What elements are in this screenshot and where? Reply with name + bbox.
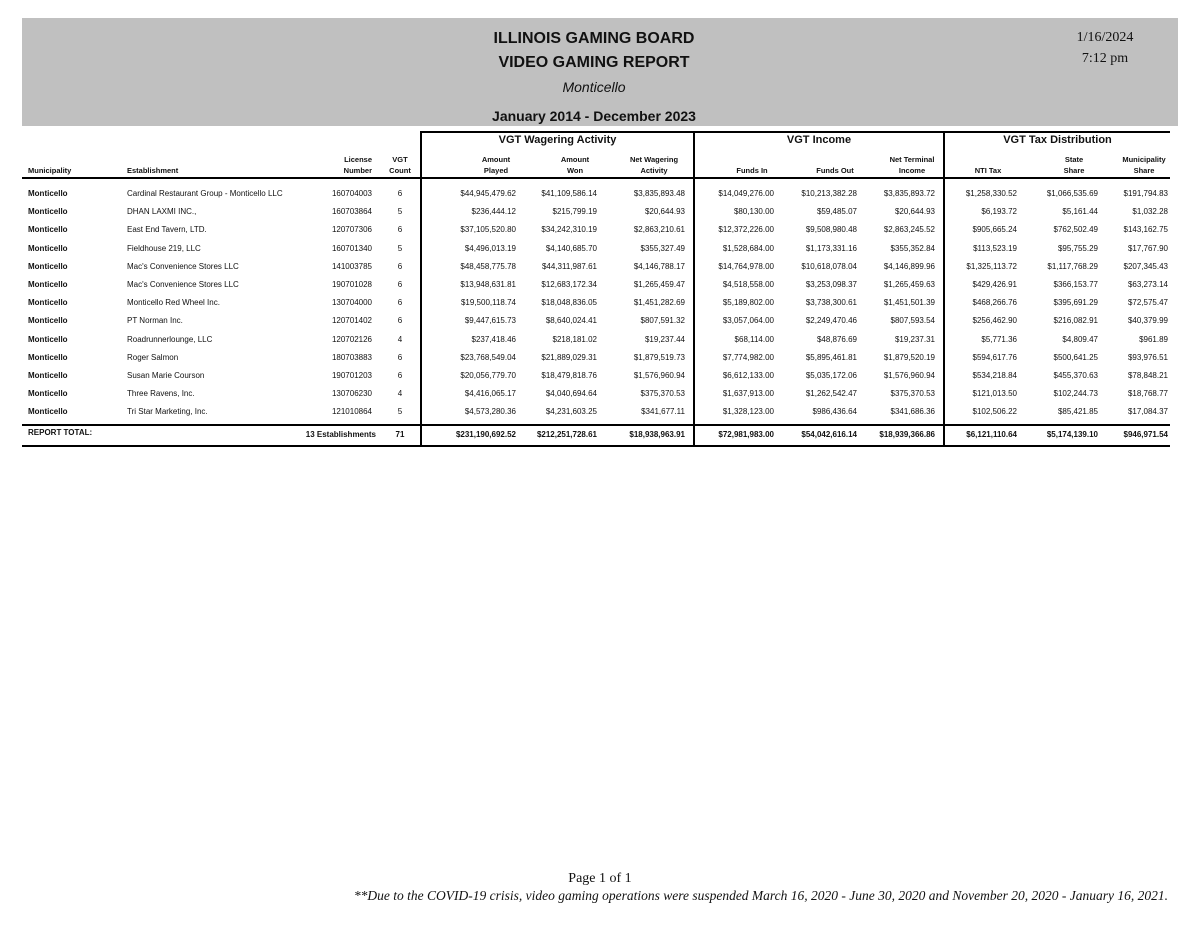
table-row [0, 407, 1200, 425]
cell-nti-tax: $6,193.72 [981, 207, 1017, 217]
cell-net-wagering: $1,576,960.94 [633, 371, 685, 380]
group-top-rule [420, 131, 1170, 133]
group-wagering-heading: VGT Wagering Activity [498, 134, 617, 146]
table-row [0, 389, 1200, 407]
cell-net-terminal-income: $1,265,459.63 [883, 280, 935, 289]
cell-establishment: Mac's Convenience Stores LLC [127, 280, 239, 289]
cell-municipality: Monticello [28, 316, 68, 326]
group-income-heading: VGT Income [786, 134, 852, 146]
col-netwag-line2: Activity [640, 166, 668, 175]
cell-net-terminal-income: $1,576,960.94 [883, 371, 935, 380]
col-vgt-line1: VGT [392, 155, 408, 164]
cell-amount-played: $236,444.12 [471, 207, 516, 217]
cell-net-wagering: $1,265,459.47 [633, 280, 685, 289]
cell-net-wagering: $1,879,519.73 [633, 352, 685, 362]
cell-license: 180703883 [331, 352, 372, 362]
cell-funds-out: $1,173,331.16 [805, 243, 857, 253]
cell-net-terminal-income: $375,370.53 [890, 389, 935, 399]
total-played: $231,190,692.52 [455, 430, 516, 439]
cell-amount-won: $34,242,310.19 [541, 225, 597, 235]
cell-establishment: Roger Salmon [127, 352, 179, 362]
cell-amount-played: $4,496,013.19 [464, 243, 516, 253]
table-row [0, 353, 1200, 371]
col-license-line2: Number [343, 166, 372, 175]
cell-amount-won: $44,311,987.61 [541, 261, 597, 271]
col-net-wagering [618, 154, 690, 176]
cell-amount-played: $19,500,118.74 [460, 298, 516, 308]
cell-license: 130704000 [331, 298, 372, 308]
cell-amount-played: $44,945,479.62 [460, 189, 516, 198]
cell-state-share: $216,082.91 [1053, 316, 1098, 326]
cell-license: 120707306 [331, 225, 372, 235]
cell-amount-won: $18,479,818.76 [541, 371, 597, 380]
cell-vgt-count: 4 [397, 334, 403, 344]
cell-funds-in: $14,764,978.00 [718, 261, 774, 271]
col-license-line1: License [344, 155, 372, 164]
cell-municipality: Monticello [28, 280, 68, 289]
page-number: Page 1 of 1 [568, 871, 632, 886]
cell-license: 160701340 [331, 243, 372, 253]
cell-net-terminal-income: $1,451,501.39 [883, 298, 935, 308]
cell-municipality-share: $72,575.47 [1127, 298, 1168, 308]
cell-vgt-count: 6 [397, 371, 403, 380]
col-state-line1: State [1064, 155, 1084, 164]
cell-nti-tax: $102,506.22 [972, 407, 1017, 417]
cell-net-terminal-income: $2,863,245.52 [883, 225, 935, 235]
covid-note: **Due to the COVID-19 crisis, video gaming operations were suspended March 16, 2020 - June 30, 2020 and November 20, 2020 - January 16, 2021. [353, 888, 1168, 903]
cell-funds-out: $1,262,542.47 [805, 389, 857, 399]
cell-municipality-share: $78,848.21 [1127, 371, 1168, 380]
cell-net-wagering: $3,835,893.48 [633, 189, 685, 198]
cell-amount-won: $41,109,586.14 [541, 189, 597, 198]
cell-municipality: Monticello [28, 334, 68, 344]
cell-nti-tax: $1,325,113.72 [966, 261, 1017, 271]
cell-state-share: $102,244.73 [1053, 389, 1098, 399]
cell-net-terminal-income: $1,879,520.19 [883, 352, 935, 362]
cell-municipality-share: $18,768.77 [1127, 389, 1168, 399]
cell-amount-won: $218,181.02 [552, 334, 597, 344]
cell-state-share: $4,809.47 [1062, 334, 1098, 344]
cell-nti-tax: $905,665.24 [972, 225, 1017, 235]
cell-net-wagering: $1,451,282.69 [633, 298, 685, 308]
report-date: 1/16/2024 [1076, 30, 1134, 45]
cell-amount-won: $4,140,685.70 [545, 243, 597, 253]
cell-municipality: Monticello [28, 389, 68, 399]
cell-amount-played: $37,105,520.80 [460, 225, 516, 235]
cell-establishment: DHAN LAXMI INC., [127, 207, 197, 217]
cell-net-terminal-income: $20,644.93 [894, 207, 935, 217]
col-amount-played [466, 154, 526, 176]
cell-license: 160703864 [331, 207, 372, 217]
report-time: 7:12 pm [1081, 51, 1129, 66]
cell-municipality-share: $207,345.43 [1123, 261, 1168, 271]
cell-vgt-count: 4 [397, 389, 403, 399]
cell-municipality-share: $143,162.75 [1123, 225, 1168, 235]
table-row [0, 280, 1200, 298]
col-state-line2: Share [1063, 166, 1085, 175]
col-nti-line2: Income [898, 166, 926, 175]
cell-amount-played: $4,573,280.36 [464, 407, 516, 417]
cell-state-share: $5,161.44 [1062, 207, 1098, 217]
cell-funds-out: $5,035,172.06 [805, 371, 857, 380]
col-played-line1: Amount [481, 155, 511, 164]
col-muni-line2: Share [1133, 166, 1155, 175]
cell-state-share: $366,153.77 [1053, 280, 1098, 289]
table-row [0, 244, 1200, 262]
cell-municipality: Monticello [28, 207, 68, 217]
cell-municipality: Monticello [28, 261, 68, 271]
col-won-line2: Won [566, 166, 584, 175]
cell-funds-out: $3,253,098.37 [805, 280, 857, 289]
cell-vgt-count: 5 [397, 407, 403, 417]
col-netwag-line1: Net Wagering [629, 155, 679, 164]
table-row [0, 225, 1200, 243]
cell-municipality: Monticello [28, 371, 68, 380]
cell-municipality-share: $17,767.90 [1127, 243, 1168, 253]
cell-establishment: PT Norman Inc. [127, 316, 183, 326]
cell-amount-won: $8,640,024.41 [545, 316, 597, 326]
cell-net-terminal-income: $807,593.54 [890, 316, 935, 326]
table-row [0, 207, 1200, 225]
col-funds-out: Funds Out [816, 166, 854, 175]
cell-funds-out: $9,508,980.48 [805, 225, 857, 235]
cell-municipality-share: $961.89 [1139, 334, 1168, 344]
cell-establishment: Cardinal Restaurant Group - Monticello LLC [127, 189, 283, 198]
col-license [320, 154, 372, 176]
cell-funds-in: $5,189,802.00 [722, 298, 774, 308]
cell-net-wagering: $20,644.93 [644, 207, 685, 217]
cell-funds-in: $80,130.00 [733, 207, 774, 217]
cell-vgt-count: 6 [397, 225, 403, 235]
col-muni-line1: Municipality [1122, 155, 1166, 164]
cell-funds-out: $48,876.69 [816, 334, 857, 344]
total-vgt: 71 [395, 430, 405, 439]
total-state-share: $5,174,139.10 [1046, 430, 1098, 439]
cell-funds-in: $1,328,123.00 [722, 407, 774, 417]
cell-funds-out: $10,618,078.04 [801, 261, 857, 271]
total-top-rule [22, 424, 1170, 426]
col-vgt-count [384, 154, 416, 176]
cell-amount-played: $48,458,775.78 [460, 261, 516, 271]
cell-net-wagering: $2,863,210.61 [633, 225, 685, 235]
cell-state-share: $95,755.29 [1057, 243, 1098, 253]
cell-municipality: Monticello [28, 407, 68, 417]
cell-amount-won: $215,799.19 [552, 207, 597, 217]
table-row [0, 371, 1200, 389]
cell-funds-out: $2,249,470.46 [805, 316, 857, 326]
cell-municipality-share: $191,794.83 [1123, 189, 1168, 198]
cell-municipality: Monticello [28, 189, 68, 198]
cell-amount-played: $9,447,615.73 [464, 316, 516, 326]
cell-net-wagering: $807,591.32 [640, 316, 685, 326]
cell-establishment: Three Ravens, Inc. [127, 389, 195, 399]
report-municipality: Monticello [562, 79, 626, 95]
cell-state-share: $1,117,768.29 [1047, 261, 1098, 271]
cell-license: 190701028 [331, 280, 372, 289]
cell-state-share: $395,691.29 [1053, 298, 1098, 308]
cell-license: 130706230 [331, 389, 372, 399]
cell-funds-out: $5,895,461.81 [805, 352, 857, 362]
cell-vgt-count: 6 [397, 352, 403, 362]
cell-nti-tax: $534,218.84 [972, 371, 1017, 380]
report-total-row [0, 430, 1200, 444]
cell-vgt-count: 5 [397, 207, 403, 217]
cell-amount-played: $13,948,631.81 [460, 280, 516, 289]
cell-amount-won: $4,231,603.25 [545, 407, 597, 417]
total-nti-tax: $6,121,110.64 [966, 430, 1017, 439]
cell-amount-won: $18,048,836.05 [541, 298, 597, 308]
cell-state-share: $762,502.49 [1053, 225, 1098, 235]
cell-municipality: Monticello [28, 243, 68, 253]
cell-state-share: $455,370.63 [1053, 371, 1098, 380]
total-establishments: 13 Establishments [305, 430, 376, 439]
col-played-line2: Played [483, 166, 509, 175]
cell-establishment: Susan Marie Courson [127, 371, 205, 380]
total-funds-out: $54,042,616.14 [801, 430, 857, 439]
cell-funds-in: $1,528,684.00 [722, 243, 774, 253]
cell-nti-tax: $256,462.90 [972, 316, 1017, 326]
cell-establishment: Roadrunnerlounge, LLC [127, 334, 213, 344]
col-amount-won [545, 154, 605, 176]
cell-vgt-count: 6 [397, 280, 403, 289]
cell-net-wagering: $355,327.49 [640, 243, 685, 253]
cell-establishment: Tri Star Marketing, Inc. [127, 407, 208, 417]
cell-funds-in: $68,114.00 [734, 334, 774, 344]
col-state-share [1044, 154, 1104, 176]
table-row [0, 298, 1200, 316]
report-subtitle: VIDEO GAMING REPORT [498, 54, 690, 71]
cell-net-terminal-income: $3,835,893.72 [883, 189, 935, 198]
cell-state-share: $500,641.25 [1053, 352, 1098, 362]
cell-funds-in: $3,057,064.00 [722, 316, 774, 326]
cell-license: 121010864 [331, 407, 372, 417]
total-funds-in: $72,981,983.00 [718, 430, 774, 439]
cell-municipality-share: $63,273.14 [1127, 280, 1168, 289]
cell-license: 160704003 [331, 189, 372, 198]
table-row [0, 262, 1200, 280]
col-municipality: Municipality [28, 166, 72, 175]
cell-funds-out: $3,738,300.61 [805, 298, 857, 308]
cell-amount-won: $12,683,172.34 [541, 280, 597, 289]
table-row [0, 335, 1200, 353]
cell-funds-out: $59,485.07 [816, 207, 857, 217]
cell-funds-in: $14,049,276.00 [718, 189, 774, 198]
table-row [0, 189, 1200, 207]
cell-amount-played: $20,056,779.70 [460, 371, 516, 380]
report-period: January 2014 - December 2023 [492, 108, 696, 124]
cell-nti-tax: $5,771.36 [981, 334, 1017, 344]
cell-net-wagering: $375,370.53 [640, 389, 685, 399]
cell-state-share: $1,066,535.69 [1046, 189, 1098, 198]
cell-municipality-share: $40,379.99 [1127, 316, 1168, 326]
cell-funds-out: $986,436.64 [812, 407, 857, 417]
cell-funds-out: $10,213,382.28 [801, 189, 857, 198]
cell-establishment: Monticello Red Wheel Inc. [127, 298, 220, 308]
cell-nti-tax: $121,013.50 [972, 389, 1017, 399]
cell-establishment: East End Tavern, LTD. [127, 225, 207, 235]
header-bottom-rule [22, 177, 1170, 179]
cell-municipality-share: $17,084.37 [1127, 407, 1168, 417]
col-nti-tax: NTI Tax [974, 166, 1002, 175]
cell-municipality: Monticello [28, 352, 68, 362]
cell-funds-in: $7,774,982.00 [722, 352, 774, 362]
cell-net-wagering: $341,677.11 [641, 407, 685, 417]
cell-nti-tax: $1,258,330.52 [965, 189, 1017, 198]
total-net-wagering: $18,938,963.91 [629, 430, 685, 439]
cell-amount-played: $4,416,065.17 [464, 389, 516, 399]
col-nti-line1: Net Terminal [889, 155, 935, 164]
total-label: REPORT TOTAL: [28, 428, 93, 437]
cell-nti-tax: $429,426.91 [972, 280, 1017, 289]
cell-nti-tax: $113,523.19 [973, 243, 1017, 253]
cell-municipality: Monticello [28, 225, 68, 235]
cell-vgt-count: 6 [397, 298, 403, 308]
cell-vgt-count: 6 [397, 316, 403, 326]
cell-net-terminal-income: $355,352.84 [890, 243, 935, 253]
cell-license: 120702126 [331, 334, 372, 344]
cell-amount-won: $21,889,029.31 [541, 352, 597, 362]
total-nti: $18,939,366.86 [879, 430, 935, 439]
report-title: ILLINOIS GAMING BOARD [493, 30, 695, 47]
cell-establishment: Fieldhouse 219, LLC [127, 243, 201, 253]
cell-funds-in: $4,518,558.00 [722, 280, 774, 289]
col-net-terminal [876, 154, 948, 176]
total-bottom-rule [22, 445, 1170, 447]
col-municipality-share [1112, 154, 1176, 176]
cell-nti-tax: $468,266.76 [972, 298, 1017, 308]
col-vgt-line2: Count [389, 166, 411, 175]
table-row [0, 316, 1200, 334]
cell-amount-won: $4,040,694.64 [545, 389, 597, 399]
cell-net-terminal-income: $341,686.36 [890, 407, 935, 417]
cell-nti-tax: $594,617.76 [972, 352, 1017, 362]
cell-funds-in: $1,637,913.00 [722, 389, 774, 399]
cell-vgt-count: 6 [397, 261, 403, 271]
cell-funds-in: $12,372,226.00 [718, 225, 774, 235]
cell-vgt-count: 6 [397, 189, 403, 198]
cell-municipality-share: $93,976.51 [1127, 352, 1168, 362]
cell-state-share: $85,421.85 [1057, 407, 1098, 417]
total-muni-share: $946,971.54 [1123, 430, 1168, 439]
cell-amount-played: $237,418.46 [471, 334, 516, 344]
col-funds-in: Funds In [736, 166, 768, 175]
cell-vgt-count: 5 [397, 243, 403, 253]
cell-net-wagering: $4,146,788.17 [633, 261, 685, 271]
cell-license: 120701402 [331, 316, 372, 326]
cell-net-terminal-income: $4,146,899.96 [883, 261, 935, 271]
col-won-line1: Amount [560, 155, 590, 164]
cell-net-terminal-income: $19,237.31 [894, 334, 935, 344]
cell-amount-played: $23,768,549.04 [460, 352, 516, 362]
cell-municipality: Monticello [28, 298, 68, 308]
total-won: $212,251,728.61 [536, 430, 597, 439]
cell-municipality-share: $1,032.28 [1132, 207, 1168, 217]
cell-establishment: Mac's Convenience Stores LLC [127, 261, 239, 271]
cell-net-wagering: $19,237.44 [644, 334, 685, 344]
cell-license: 141003785 [331, 261, 372, 271]
cell-funds-in: $6,612,133.00 [722, 371, 774, 380]
col-establishment: Establishment [127, 166, 179, 175]
group-tax-heading: VGT Tax Distribution [1003, 134, 1112, 146]
cell-license: 190701203 [331, 371, 372, 380]
